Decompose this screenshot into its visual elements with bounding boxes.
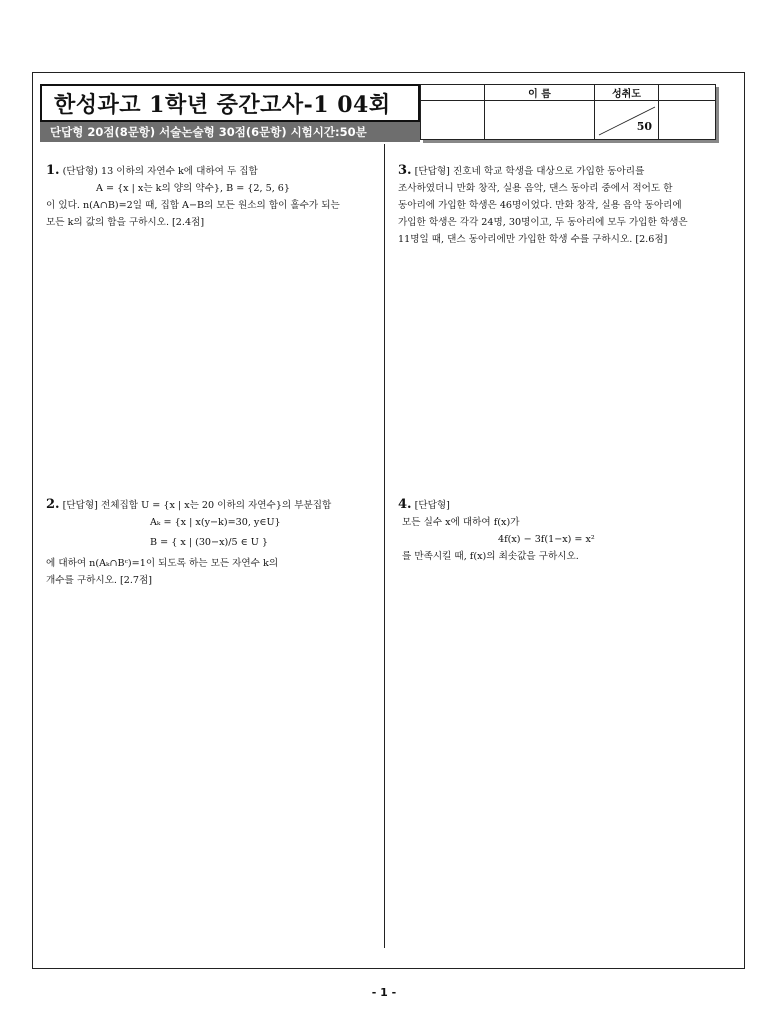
exam-title: 한성과고 1학년 중간고사-1 04회 [54, 91, 391, 118]
question-text: 동아리에 가입한 학생은 46명이었다. 만화 창작, 실용 음악 동아리에 [398, 200, 682, 211]
exam-info-bar [40, 122, 420, 142]
grade-field[interactable] [595, 101, 659, 139]
question-text: 개수를 구하시오. [2.7점] [46, 575, 153, 586]
question-text: 모든 실수 x에 대하여 f(x)가 [402, 517, 520, 528]
score-cell-blank-4 [659, 101, 716, 139]
name-field[interactable] [485, 101, 595, 139]
exam-header [40, 84, 420, 144]
question-text: 가입한 학생은 각각 24명, 30명이고, 두 동아리에 모두 가입한 학생은 [398, 217, 688, 228]
question-text: 전체집합 U = {x | x는 20 이하의 자연수}의 부분집합 [101, 500, 332, 511]
question-1 [46, 162, 378, 231]
question-formula: A = {x | x는 k의 양의 약수}, B = {2, 5, 6} [96, 183, 290, 194]
question-tag: [단답형] [62, 500, 98, 511]
question-text: 에 대하여 n(Aₖ∩Bᶜ)=1이 되도록 하는 모든 자연수 k의 [46, 558, 279, 569]
question-number: 3. [398, 163, 412, 178]
question-formula: 4f(x) − 3f(1−x) = x² [498, 534, 595, 545]
question-4 [398, 496, 728, 565]
title-box [40, 84, 420, 122]
grade-label: 성취도 [595, 85, 659, 101]
question-number: 4. [398, 497, 412, 512]
question-number: 1. [46, 163, 60, 178]
question-tag: [단답형] [414, 500, 450, 511]
question-text: 11명일 때, 댄스 동아리에만 가입한 학생 수를 구하시오. [2.6점] [398, 234, 668, 245]
name-label: 이 름 [485, 85, 595, 101]
score-table [420, 84, 716, 140]
score-cell-blank-2 [659, 85, 716, 101]
question-3 [398, 162, 728, 248]
page-number: - 1 - [371, 986, 397, 999]
question-tag: [단답형] [414, 166, 450, 177]
question-text: 조사하였더니 만화 창작, 실용 음악, 댄스 동아리 중에서 적어도 한 [398, 183, 673, 194]
question-text: 모든 k의 값의 합을 구하시오. [2.4점] [46, 217, 205, 228]
question-formula: B = { x | (30−x)/5 ∈ U } [150, 537, 269, 548]
question-text: 를 만족시킬 때, f(x)의 최솟값을 구하시오. [402, 551, 579, 562]
question-text: 13 이하의 자연수 k에 대하여 두 집합 [101, 166, 258, 177]
question-formula: Aₖ = {x | x(y−k)=30, y∈U} [150, 517, 281, 528]
exam-info: 단답형 20점(8문항) 서술논술형 30점(6문항) 시험시간:50분 [50, 125, 367, 139]
question-number: 2. [46, 497, 60, 512]
question-tag: (단답형) [62, 166, 98, 177]
column-divider [384, 144, 385, 948]
total-score: 50 [636, 120, 652, 133]
question-text: 이 있다. n(A∩B)=2일 때, 집합 A−B의 모든 원소의 합이 홀수가 되는 [46, 200, 340, 211]
question-2 [46, 496, 378, 589]
question-text: 진호네 학교 학생을 대상으로 가입한 동아리를 [453, 166, 645, 177]
score-cell-blank-1 [421, 85, 485, 101]
score-cell-blank-3 [421, 101, 485, 139]
